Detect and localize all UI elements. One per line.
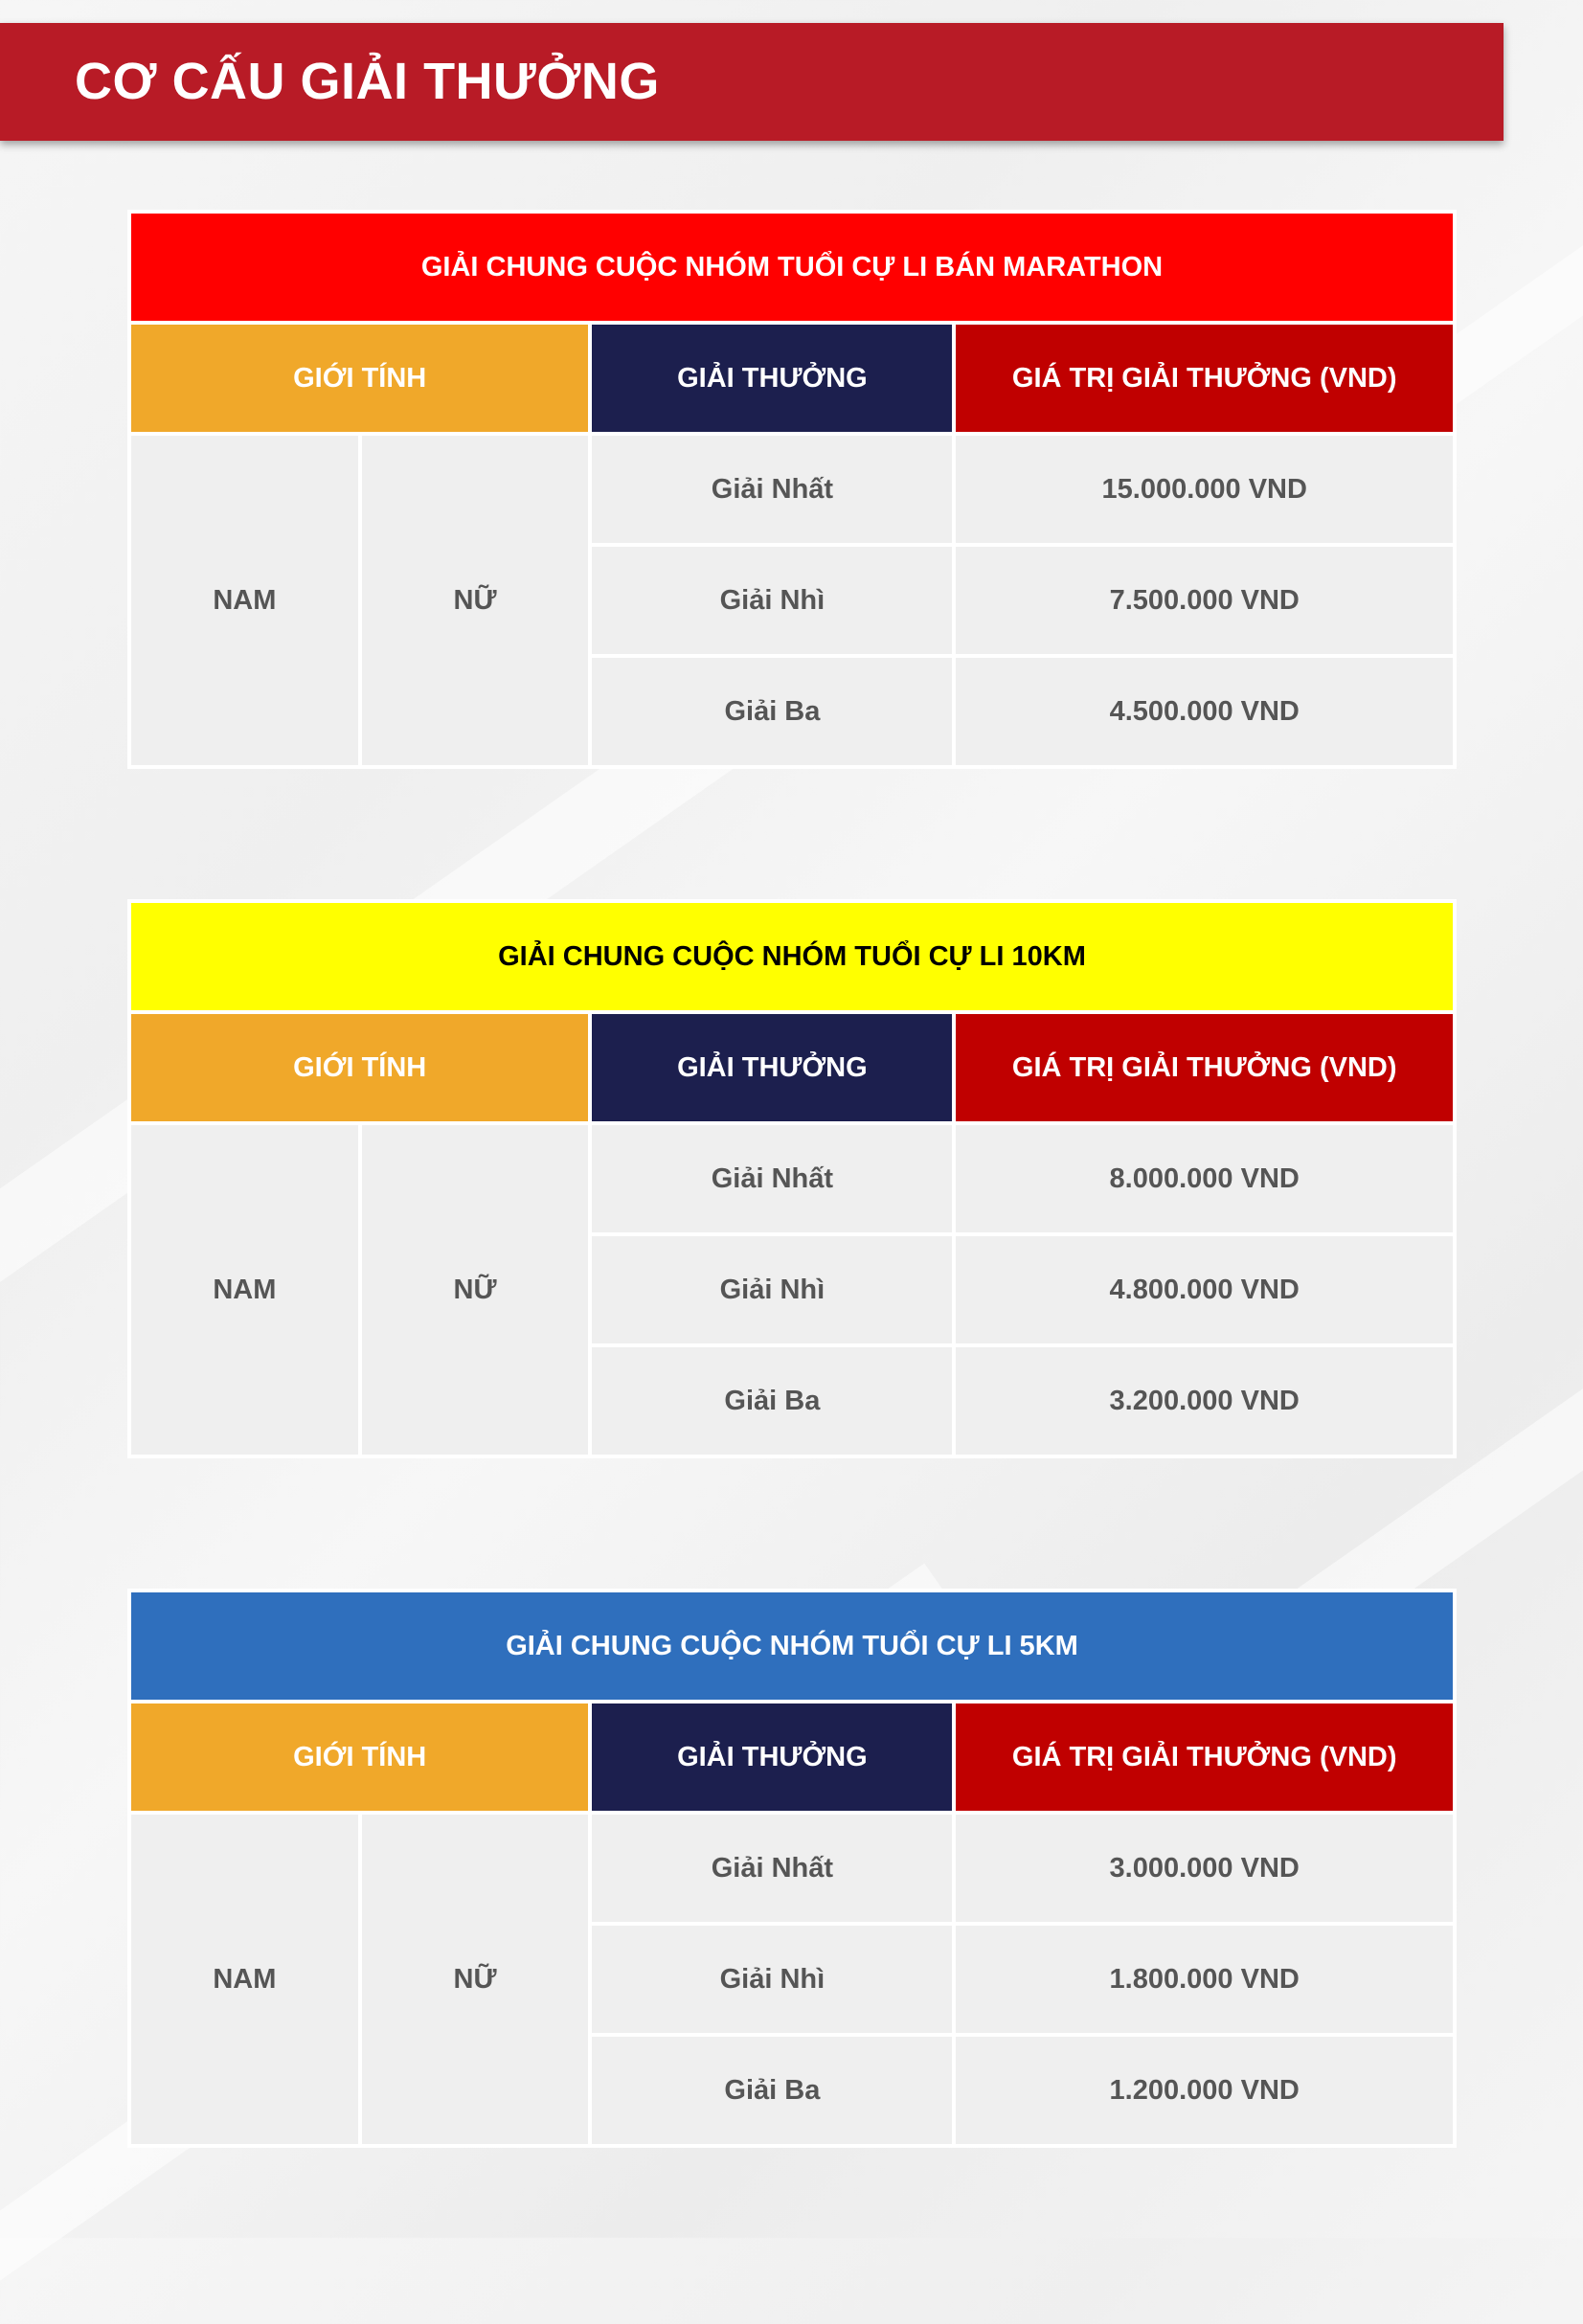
prize-value: 3.200.000 VND xyxy=(956,1347,1453,1455)
gender-female: NỮ xyxy=(362,436,589,765)
header-value: GIÁ TRỊ GIẢI THƯỞNG (VND) xyxy=(956,1014,1453,1121)
prize-name: Giải Nhất xyxy=(592,1125,952,1232)
table-row xyxy=(131,436,1453,543)
prize-value: 3.000.000 VND xyxy=(956,1815,1453,1922)
header-prize: GIẢI THƯỞNG xyxy=(592,1014,952,1121)
prize-value: 8.000.000 VND xyxy=(956,1125,1453,1232)
table-title: GIẢI CHUNG CUỘC NHÓM TUỔI CỰ LI 5KM xyxy=(131,1592,1453,1700)
prize-name: Giải Nhì xyxy=(592,1236,952,1343)
prize-value: 4.800.000 VND xyxy=(956,1236,1453,1343)
header-gender: GIỚI TÍNH xyxy=(131,1704,588,1811)
table-title: GIẢI CHUNG CUỘC NHÓM TUỔI CỰ LI BÁN MARATHON xyxy=(131,214,1453,321)
header-prize: GIẢI THƯỞNG xyxy=(592,325,952,432)
page-header xyxy=(0,23,1504,141)
prize-value: 7.500.000 VND xyxy=(956,547,1453,654)
prize-name: Giải Ba xyxy=(592,658,952,765)
prize-name: Giải Nhì xyxy=(592,1926,952,2033)
prize-name: Giải Ba xyxy=(592,1347,952,1455)
header-prize: GIẢI THƯỞNG xyxy=(592,1704,952,1811)
prize-value: 4.500.000 VND xyxy=(956,658,1453,765)
prize-value: 1.200.000 VND xyxy=(956,2037,1453,2144)
prize-table-half-marathon xyxy=(127,210,1457,769)
table-row xyxy=(131,1815,1453,1922)
header-gender: GIỚI TÍNH xyxy=(131,1014,588,1121)
page-title: CƠ CẤU GIẢI THƯỞNG xyxy=(75,53,660,110)
prize-name: Giải Ba xyxy=(592,2037,952,2144)
prize-table-5km xyxy=(127,1589,1457,2148)
gender-female: NỮ xyxy=(362,1815,589,2144)
header-gender: GIỚI TÍNH xyxy=(131,325,588,432)
header-value: GIÁ TRỊ GIẢI THƯỞNG (VND) xyxy=(956,1704,1453,1811)
prize-name: Giải Nhất xyxy=(592,1815,952,1922)
gender-male: NAM xyxy=(131,1125,358,1455)
table-row xyxy=(131,1125,1453,1232)
prize-name: Giải Nhì xyxy=(592,547,952,654)
prize-name: Giải Nhất xyxy=(592,436,952,543)
header-value: GIÁ TRỊ GIẢI THƯỞNG (VND) xyxy=(956,325,1453,432)
gender-female: NỮ xyxy=(362,1125,589,1455)
gender-male: NAM xyxy=(131,1815,358,2144)
prize-value: 1.800.000 VND xyxy=(956,1926,1453,2033)
prize-value: 15.000.000 VND xyxy=(956,436,1453,543)
table-title: GIẢI CHUNG CUỘC NHÓM TUỔI CỰ LI 10KM xyxy=(131,903,1453,1010)
prize-table-10km xyxy=(127,899,1457,1458)
gender-male: NAM xyxy=(131,436,358,765)
